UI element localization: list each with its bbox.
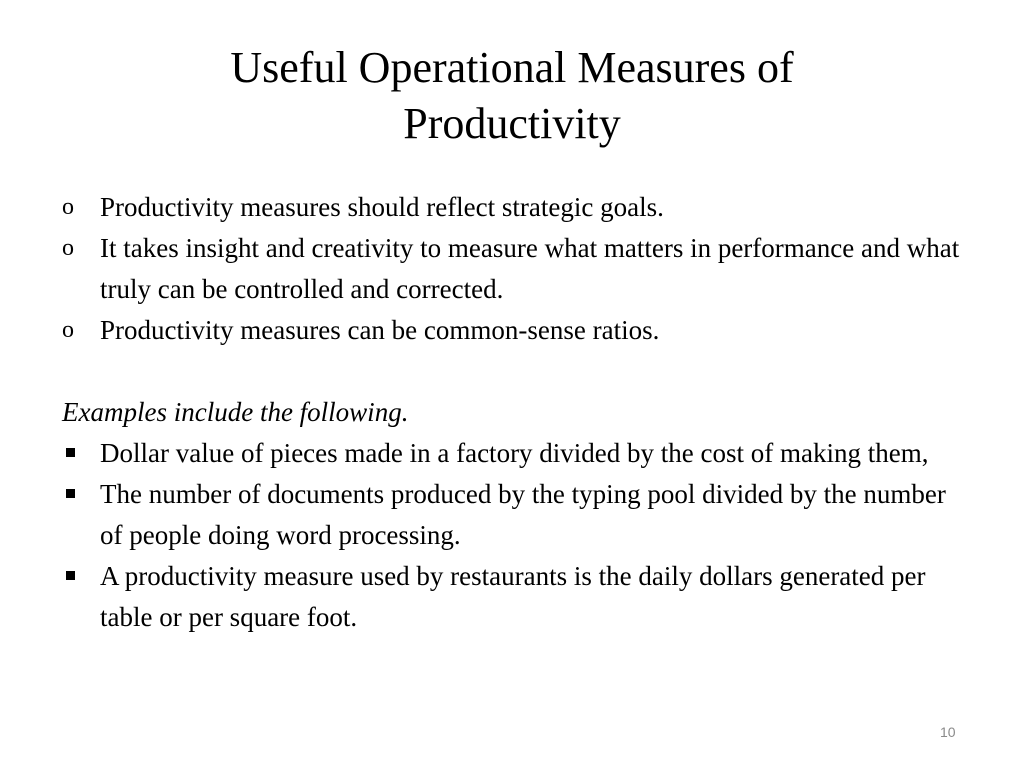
bullet-item bbox=[62, 228, 972, 310]
slide-title-line-1: Useful Operational Measures of bbox=[230, 43, 794, 92]
example-text: The number of documents produced by the typing pool divided by the number of people doing word processing. bbox=[100, 479, 946, 550]
slide-body bbox=[62, 187, 972, 638]
example-item bbox=[62, 474, 972, 556]
bullet-text: It takes insight and creativity to measure what matters in performance and what truly can be controlled and corrected. bbox=[100, 233, 960, 304]
hollow-circle-bullet-icon: o bbox=[62, 194, 74, 220]
example-text: A productivity measure used by restaurants is the daily dollars generated per table or per square foot. bbox=[100, 561, 926, 632]
bullet-text: Productivity measures should reflect strategic goals. bbox=[100, 192, 664, 222]
examples-heading: Examples include the following. bbox=[62, 397, 409, 427]
spacer bbox=[62, 351, 972, 392]
bullet-text: Productivity measures can be common-sense ratios. bbox=[100, 315, 660, 345]
example-item bbox=[62, 556, 972, 638]
slide-title bbox=[100, 40, 924, 152]
example-item bbox=[62, 433, 972, 474]
bullet-item bbox=[62, 310, 972, 351]
slide-title-line-2: Productivity bbox=[403, 99, 621, 148]
bullet-item bbox=[62, 187, 972, 228]
example-text: Dollar value of pieces made in a factory divided by the cost of making them, bbox=[100, 438, 929, 468]
hollow-circle-bullet-icon: o bbox=[62, 317, 74, 343]
page-number: 10 bbox=[940, 724, 956, 740]
hollow-circle-bullet-icon: o bbox=[62, 235, 74, 261]
